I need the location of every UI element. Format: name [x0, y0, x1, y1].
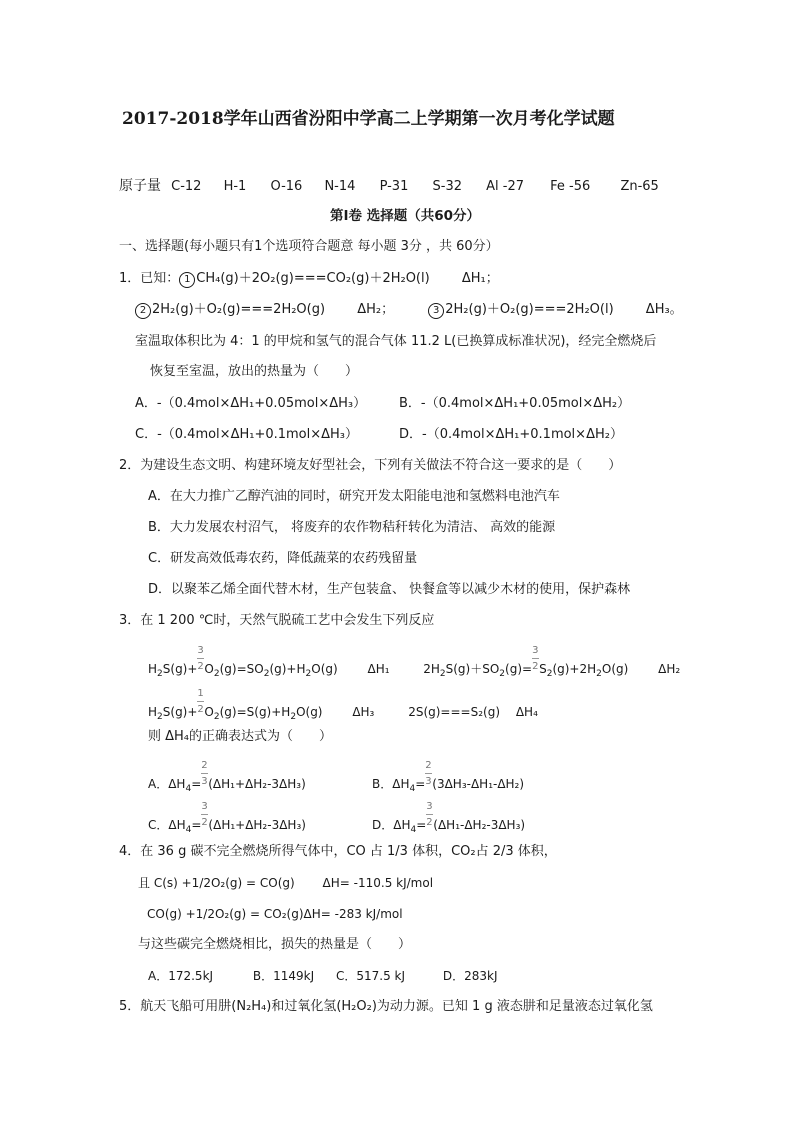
fraction: $\frac{1}{2}$: [197, 688, 204, 715]
atomic-mass-item: O-16: [270, 179, 303, 194]
option-d: D．-（0.4mol×ΔH₁+0.1mol×ΔH₂）: [399, 427, 623, 442]
question-4-ask: 与这些碳完全燃烧相比，损失的热量是（ ）: [138, 937, 412, 952]
question-4-equation-2: CO(g) +1/2O₂(g) = CO₂(g)ΔH= -283 kJ/mol: [147, 907, 403, 921]
atomic-mass-item: Zn-65: [620, 179, 659, 194]
question-5-stem: 5．航天飞船可用肼(N₂H₄)和过氧化氢(H₂O₂)为动力源。已知 1 g 液态肼和足量液态过氧化氢: [119, 999, 653, 1014]
equation: 2H₂(g)＋O₂(g)===2H₂O(g): [152, 302, 326, 317]
equation: 且 C(s) +1/2O₂(g) = CO(g): [138, 876, 295, 890]
question-1-stem: 恢复至室温，放出的热量为（ ）: [150, 364, 359, 379]
question-4-stem: 4．在 36 g 碳不完全燃烧所得气体中，CO 占 1/3 体积，CO₂占 2/3 体积，: [119, 844, 557, 859]
page-title: 2017-2018学年山西省汾阳中学高二上学期第一次月考化学试题: [122, 109, 615, 129]
equation: $H_2S(g)+$ $\frac{3}{2}$ $O_2(g)=SO_2(g)+H_2O(g)$: [148, 645, 338, 679]
atomic-mass-item: S-32: [432, 179, 462, 194]
question-1-stem: 室温取体积比为 4：1 的甲烷和氢气的混合气体 11.2 L(已换算成标准状况)，经完全燃烧后: [135, 334, 657, 349]
question-4-equation-1: [138, 874, 433, 892]
option-b: B．大力发展农村沼气， 将废弃的农作物秸秆转化为清洁、 高效的能源: [148, 520, 556, 535]
fraction: $\frac{3}{2}$: [532, 645, 539, 672]
option-c: C．研发高效低毒农药，降低蔬菜的农药残留量: [148, 551, 418, 566]
option-c: C．$\Delta H_4=$ $\frac{3}{2}$ (ΔH₁+ΔH₂-3ΔH₃): [148, 801, 306, 835]
circled-one-icon: 1: [179, 272, 195, 288]
question-2-stem: 2．为建设生态文明、构建环境友好型社会，下列有关做法不符合这一要求的是（ ）: [119, 458, 622, 473]
equation: 2H₂(g)＋O₂(g)===2H₂O(l): [445, 302, 614, 317]
atomic-mass-item: Al -27: [486, 179, 525, 194]
fraction: $\frac{3}{2}$: [201, 801, 208, 828]
atomic-mass-item: Fe -56: [550, 179, 591, 194]
option-a: A．172.5kJ: [148, 969, 214, 983]
delta-h: ΔH₃: [352, 705, 375, 719]
delta-h: ΔH₄: [515, 705, 538, 719]
fraction: $\frac{2}{3}$: [201, 760, 208, 787]
question-4-options: [148, 967, 498, 985]
option-a: A．-（0.4mol×ΔH₁+0.05mol×ΔH₃）: [135, 396, 367, 411]
equation: CH₄(g)＋2O₂(g)===CO₂(g)＋2H₂O(l): [196, 271, 430, 286]
question-1-reaction-2-3: [135, 301, 683, 319]
equation: 2S(g)===S₂(g): [408, 705, 501, 719]
option-d: D．283kJ: [442, 969, 498, 983]
fraction: $\frac{3}{2}$: [426, 801, 433, 828]
option-d: D．以聚苯乙烯全面代替木材，生产包装盒、 快餐盒等以减少木材的使用，保护森林: [148, 582, 631, 597]
option-b: B．-（0.4mol×ΔH₁+0.05mol×ΔH₂）: [399, 396, 631, 411]
question-number: 1．已知：: [119, 271, 180, 286]
delta-h: ΔH₃。: [645, 302, 683, 317]
option-a: A．$\Delta H_4=$ $\frac{2}{3}$ (ΔH₁+ΔH₂-3ΔH₃): [148, 760, 306, 794]
circled-three-icon: 3: [428, 303, 444, 319]
equation: $H_2S(g)+$ $\frac{1}{2}$ $O_2(g)=S(g)+H_2O(g)$: [148, 688, 323, 722]
atomic-mass-item: H-1: [223, 179, 247, 194]
option-c: C．517.5 kJ: [335, 969, 406, 983]
delta-h: ΔH₂: [658, 662, 681, 676]
option-a: A．在大力推广乙醇汽油的同时，研究开发太阳能电池和氢燃料电池汽车: [148, 489, 560, 504]
fraction: $\frac{2}{3}$: [425, 760, 432, 787]
section-title: 第Ⅰ卷 选择题（共60分）: [330, 208, 481, 224]
section-instruction: 一、选择题(每小题只有1个选项符合题意 每小题 3分 ，共 60分）: [119, 239, 499, 254]
delta-h: ΔH= -110.5 kJ/mol: [322, 876, 434, 890]
option-d: D．$\Delta H_4=$ $\frac{3}{2}$ (ΔH₁-ΔH₂-3ΔH₃): [372, 801, 526, 835]
delta-h: ΔH₁；: [461, 271, 499, 286]
fraction: $\frac{3}{2}$: [197, 645, 204, 672]
atomic-mass-label: 原子量: [119, 178, 161, 194]
atomic-mass-item: C-12: [171, 179, 202, 194]
option-b: B．$\Delta H_4=$ $\frac{2}{3}$ (3ΔH₃-ΔH₁-ΔH₂): [372, 760, 525, 794]
question-3-reaction-row-1: [148, 645, 681, 679]
delta-h: ΔH₂；: [357, 302, 395, 317]
question-1-reaction-1: [119, 270, 499, 288]
atomic-mass-item: N-14: [324, 179, 356, 194]
equation: $2H_2S(g)+SO_2(g)=$ $\frac{3}{2}$ $S_2(g)+2H_2O(g)$: [423, 645, 629, 679]
question-3-reaction-row-2: [148, 688, 538, 722]
delta-h: ΔH₁: [367, 662, 390, 676]
option-c: C．-（0.4mol×ΔH₁+0.1mol×ΔH₃）: [135, 427, 359, 442]
option-b: B．1149kJ: [252, 969, 315, 983]
circled-two-icon: 2: [135, 303, 151, 319]
atomic-mass-item: P-31: [379, 179, 409, 194]
question-3-ask: 则 ΔH₄的正确表达式为（ ）: [148, 729, 333, 744]
atomic-mass-row: [119, 177, 659, 196]
question-3-stem: 3．在 1 200 ℃时，天然气脱硫工艺中会发生下列反应: [119, 613, 435, 628]
